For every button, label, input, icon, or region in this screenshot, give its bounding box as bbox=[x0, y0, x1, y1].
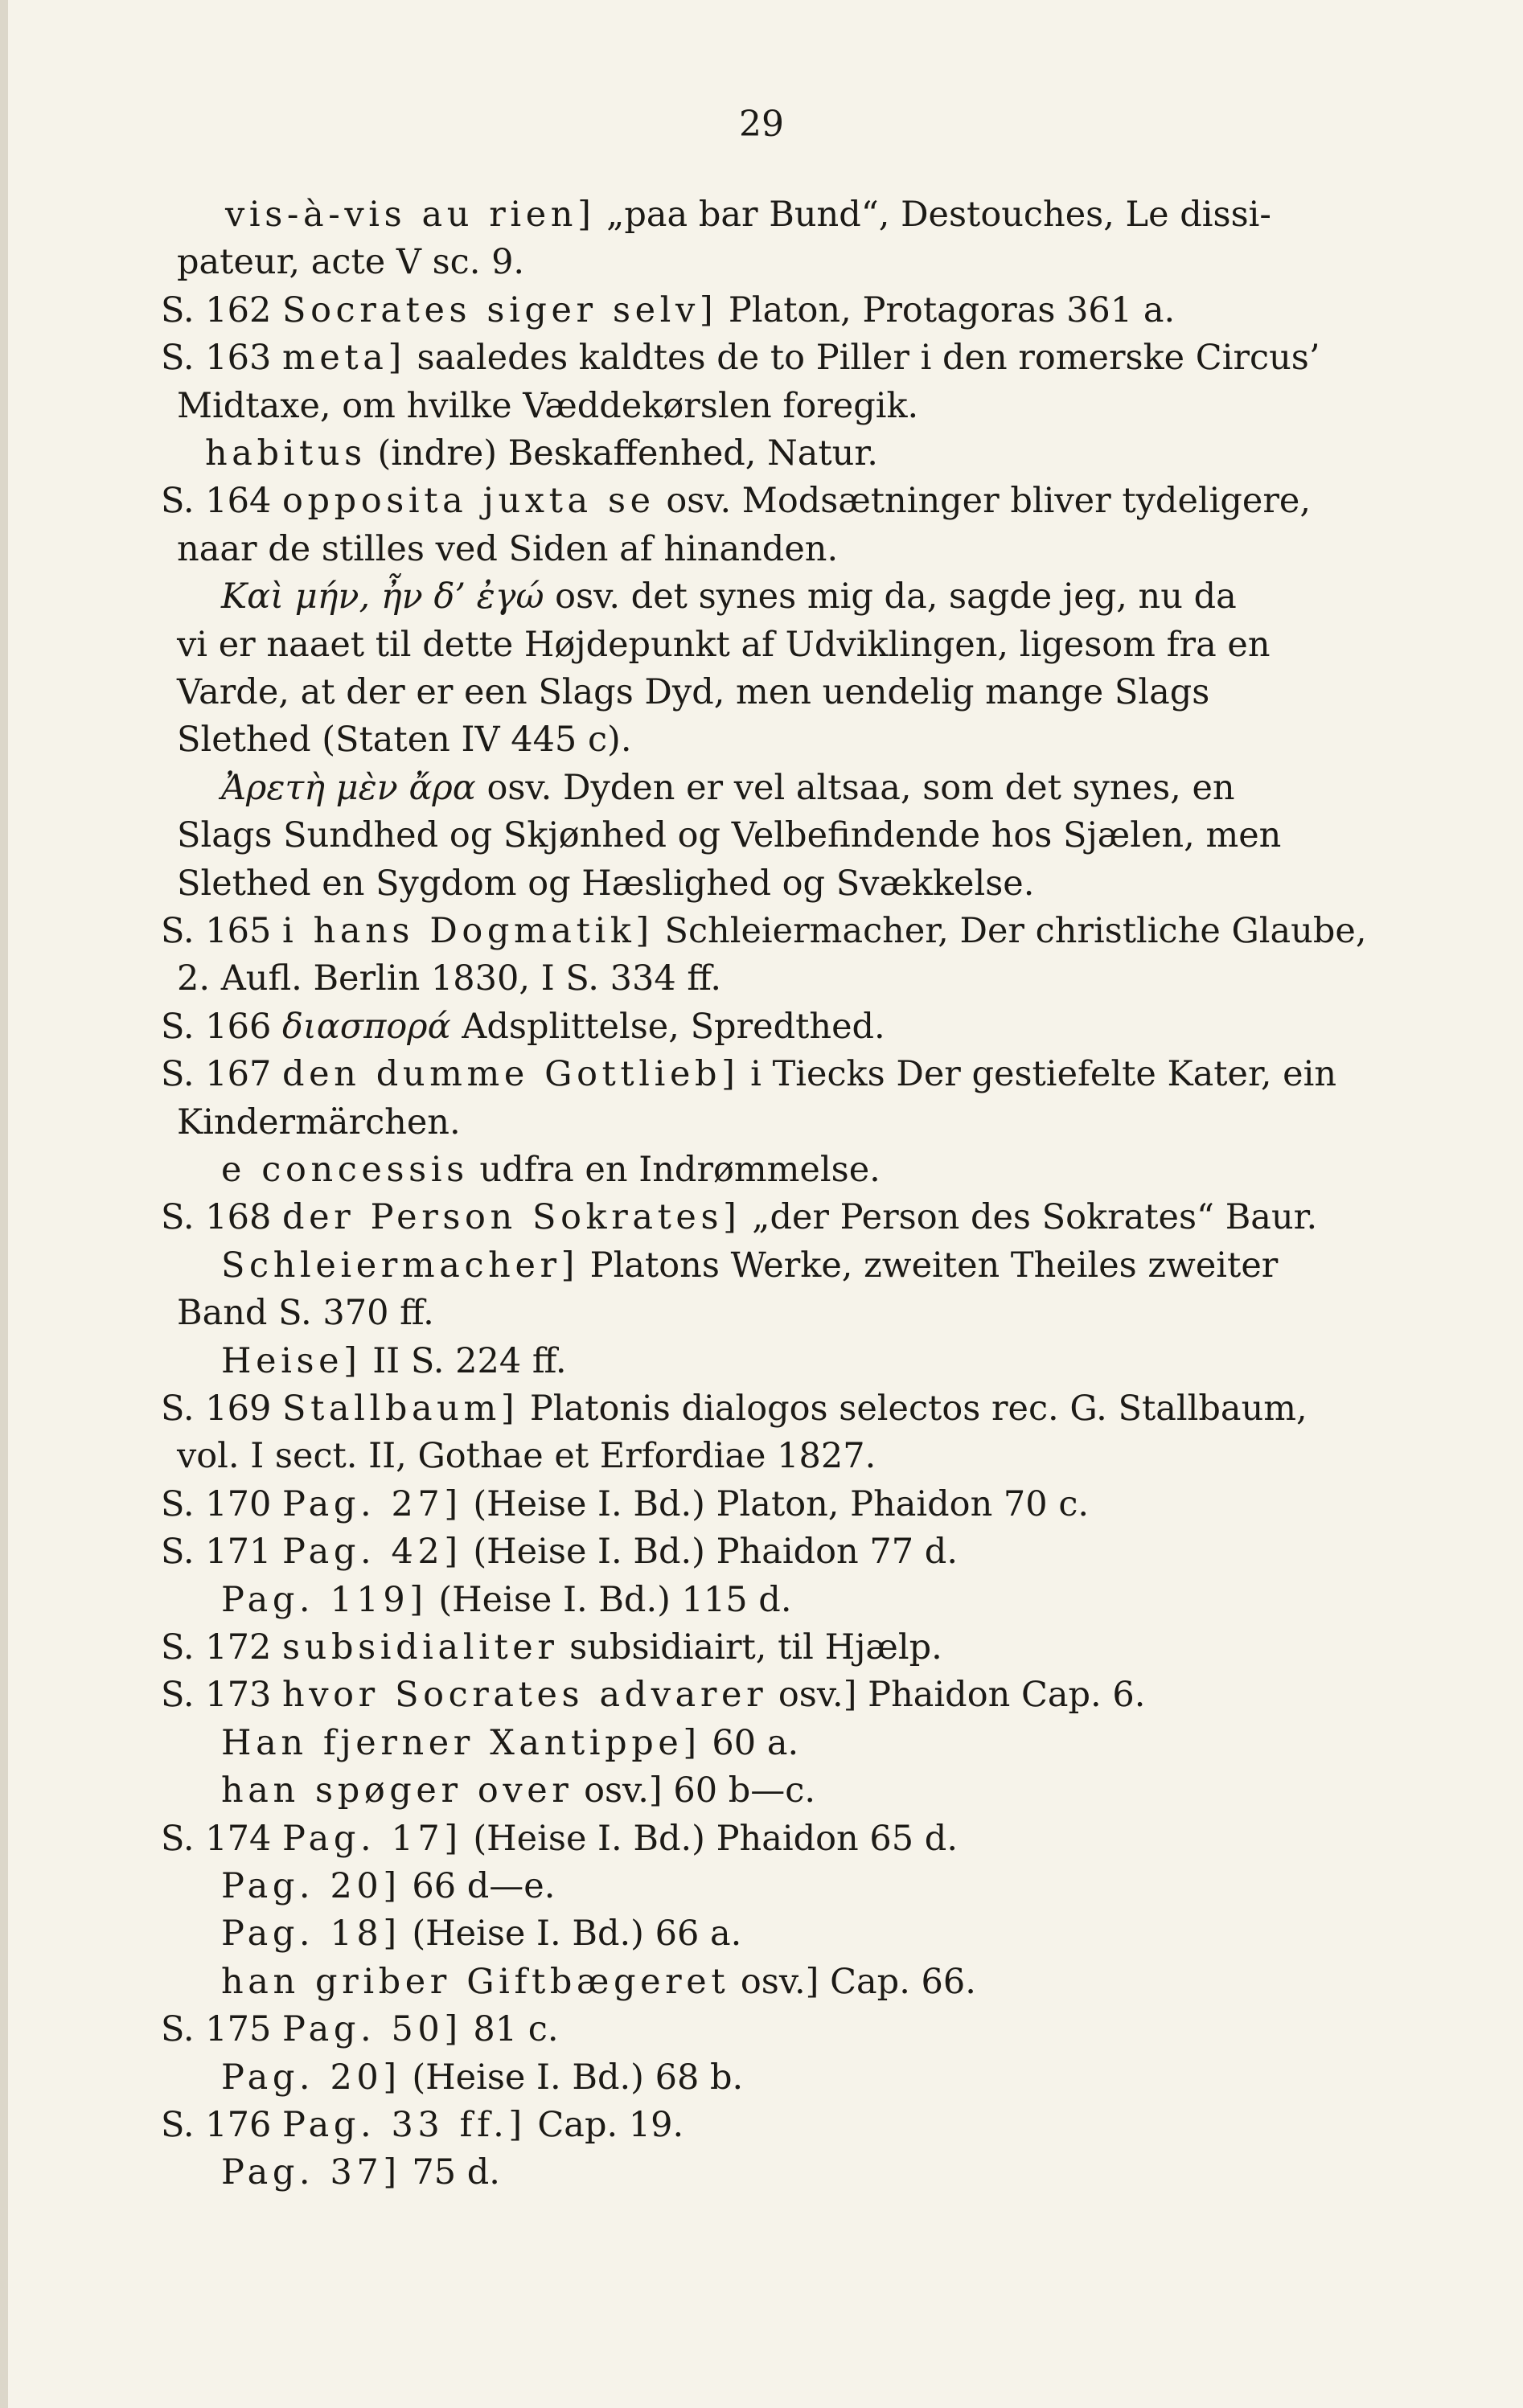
note-line bbox=[161, 1051, 1336, 1097]
line-text: S. 169 bbox=[161, 1389, 283, 1429]
page-number: 29 bbox=[739, 104, 784, 145]
line-text: S. 162 bbox=[161, 290, 283, 330]
note-line bbox=[177, 669, 1209, 716]
line-text: „paa bar Bund“, Destouches, Le dissi- bbox=[595, 195, 1271, 235]
line-text: S. 173 bbox=[161, 1675, 283, 1715]
line-text: S. 171 bbox=[161, 1532, 283, 1572]
line-text: S. 163 bbox=[161, 338, 283, 378]
line-text: 75 d. bbox=[400, 2152, 500, 2193]
note-line bbox=[177, 383, 918, 429]
lemma-text: Pag. 37] bbox=[221, 2152, 401, 2193]
note-line bbox=[161, 1624, 942, 1671]
note-line bbox=[221, 1863, 555, 1910]
note-line bbox=[161, 1815, 958, 1862]
line-text: S. 170 bbox=[161, 1484, 283, 1524]
line-text: Platon, Protagoras 361 a. bbox=[717, 290, 1176, 330]
line-text: udfra en Indrømmelse. bbox=[468, 1150, 881, 1190]
line-text: (indre) Beskaffenhed, Natur. bbox=[366, 433, 878, 474]
line-text: Platonis dialogos selectos rec. G. Stallbaum, bbox=[519, 1389, 1307, 1429]
lemma-text: Pag. 20] bbox=[221, 1866, 401, 1906]
line-text: S. 166 bbox=[161, 1007, 283, 1047]
line-text: S. 175 bbox=[161, 2009, 283, 2049]
greek-text: Καὶ μήν, ἦν δ’ ἐγώ bbox=[221, 576, 544, 617]
lemma-text: der Person Sokrates] bbox=[282, 1197, 741, 1237]
line-text: osv.] Cap. 66. bbox=[729, 1962, 976, 2002]
note-line bbox=[221, 573, 1237, 620]
line-text: osv.] 60 b—c. bbox=[573, 1770, 815, 1811]
greek-text: Ἀρετὴ μὲν ἄρα bbox=[221, 768, 476, 808]
line-text: vol. I sect. II, Gothae et Erfordiae 1827. bbox=[177, 1436, 876, 1476]
line-text: Cap. 19. bbox=[526, 2105, 684, 2145]
line-text: vi er naaet til dette Højdepunkt af Udviklingen, ligesom fra en bbox=[177, 625, 1271, 665]
line-text: „der Person des Sokrates“ Baur. bbox=[741, 1197, 1318, 1237]
line-text: S. 174 bbox=[161, 1819, 283, 1859]
note-line bbox=[177, 526, 838, 572]
line-text: 81 c. bbox=[462, 2009, 559, 2049]
line-text: Midtaxe, om hvilke Væddekørslen foregik. bbox=[177, 386, 919, 426]
note-line bbox=[221, 1720, 798, 1766]
lemma-text: vis-à-vis au rien] bbox=[225, 195, 596, 235]
note-line bbox=[161, 2102, 684, 2148]
line-text: S. 176 bbox=[161, 2105, 283, 2145]
lemma-text: meta] bbox=[282, 338, 406, 378]
greek-text: διασπορά bbox=[282, 1007, 451, 1047]
line-text: Slags Sundhed og Skjønhed og Velbefindende hos Sjælen, men bbox=[177, 815, 1282, 855]
lemma-text: Pag. 33 ff.] bbox=[282, 2105, 527, 2145]
lemma-text: Heise] bbox=[221, 1341, 362, 1381]
line-text: (Heise I. Bd.) 66 a. bbox=[400, 1914, 742, 1954]
lemma-text: Pag. 17] bbox=[282, 1819, 462, 1859]
lemma-text: Han fjerner Xantippe] bbox=[221, 1723, 701, 1763]
lemma-text: Pag. 119] bbox=[221, 1580, 428, 1620]
line-text: saaledes kaldtes de to Piller i den romerske Circus’ bbox=[405, 338, 1320, 378]
lemma-text: Socrates siger selv] bbox=[282, 290, 718, 330]
line-text: osv. Modsætninger bliver tydeligere, bbox=[655, 481, 1312, 521]
note-line bbox=[221, 1147, 881, 1193]
line-text: Band S. 370 ff. bbox=[177, 1293, 434, 1333]
lemma-text: e concessis bbox=[221, 1150, 469, 1190]
lemma-text: subsidialiter bbox=[282, 1627, 559, 1668]
note-line bbox=[221, 1767, 815, 1814]
note-line bbox=[221, 1242, 1278, 1289]
note-line bbox=[177, 239, 524, 285]
lemma-text: Stallbaum] bbox=[282, 1389, 519, 1429]
note-line bbox=[161, 478, 1311, 524]
lemma-text: hvor Socrates advarer bbox=[282, 1675, 768, 1715]
line-text: osv. det synes mig da, sagde jeg, nu da bbox=[544, 576, 1237, 617]
line-text: (Heise I. Bd.) 68 b. bbox=[400, 2057, 744, 2098]
lemma-text: han spøger over bbox=[221, 1770, 573, 1811]
line-text: S. 172 bbox=[161, 1627, 283, 1668]
note-line bbox=[177, 1099, 461, 1146]
note-line bbox=[221, 1338, 567, 1384]
line-text: Platons Werke, zweiten Theiles zweiter bbox=[579, 1245, 1279, 1286]
lemma-text: i hans Dogmatik] bbox=[282, 911, 654, 951]
lemma-text: Pag. 18] bbox=[221, 1914, 401, 1954]
note-line bbox=[225, 191, 1271, 238]
line-text: osv. Dyden er vel altsaa, som det synes, en bbox=[475, 768, 1235, 808]
note-line bbox=[161, 1481, 1089, 1528]
note-line bbox=[221, 1577, 792, 1623]
note-line bbox=[161, 2006, 559, 2053]
note-line bbox=[161, 287, 1175, 334]
note-line bbox=[221, 2054, 743, 2101]
line-text: i Tiecks Der gestiefelte Kater, ein bbox=[739, 1054, 1337, 1094]
page-edge bbox=[0, 0, 8, 2408]
line-text: Adsplittelse, Spredthed. bbox=[450, 1007, 885, 1047]
lemma-text: den dumme Gottlieb] bbox=[282, 1054, 740, 1094]
line-text: Slethed en Sygdom og Hæslighed og Svækkelse. bbox=[177, 864, 1035, 904]
note-line bbox=[177, 716, 632, 763]
line-text: naar de stilles ved Siden af hinanden. bbox=[177, 529, 839, 569]
note-line bbox=[161, 1672, 1145, 1718]
line-text: (Heise I. Bd.) 115 d. bbox=[427, 1580, 792, 1620]
line-text: Slethed (Staten IV 445 c). bbox=[177, 720, 632, 760]
line-text: II S. 224 ff. bbox=[361, 1341, 567, 1381]
lemma-text: Pag. 27] bbox=[282, 1484, 462, 1524]
line-text: Schleiermacher, Der christliche Glaube, bbox=[653, 911, 1367, 951]
lemma-text: opposita juxta se bbox=[282, 481, 655, 521]
note-line bbox=[177, 860, 1034, 907]
line-text: Kindermärchen. bbox=[177, 1102, 461, 1142]
note-line bbox=[177, 1290, 434, 1336]
line-text: 2. Aufl. Berlin 1830, I S. 334 ff. bbox=[177, 958, 722, 999]
line-text: S. 168 bbox=[161, 1197, 283, 1237]
note-line bbox=[221, 765, 1235, 811]
line-text: pateur, acte V sc. 9. bbox=[177, 242, 525, 282]
note-line bbox=[205, 430, 878, 477]
note-line bbox=[161, 1385, 1307, 1432]
line-text: 60 a. bbox=[700, 1723, 799, 1763]
note-line bbox=[161, 1003, 885, 1050]
lemma-text: habitus bbox=[205, 433, 367, 474]
note-line bbox=[161, 334, 1320, 381]
note-line bbox=[177, 1433, 876, 1479]
line-text: S. 164 bbox=[161, 481, 283, 521]
note-line bbox=[177, 621, 1271, 668]
note-line bbox=[161, 1528, 958, 1575]
line-text: (Heise I. Bd.) Platon, Phaidon 70 c. bbox=[462, 1484, 1090, 1524]
line-text: (Heise I. Bd.) Phaidon 65 d. bbox=[462, 1819, 958, 1859]
line-text: subsidiairt, til Hjælp. bbox=[558, 1627, 942, 1668]
lemma-text: Schleiermacher] bbox=[221, 1245, 580, 1286]
line-text: Varde, at der er een Slags Dyd, men uendelig mange Slags bbox=[177, 672, 1210, 712]
line-text: S. 167 bbox=[161, 1054, 283, 1094]
lemma-text: Pag. 50] bbox=[282, 2009, 462, 2049]
note-line bbox=[161, 1194, 1317, 1241]
line-text: osv.] Phaidon Cap. 6. bbox=[767, 1675, 1146, 1715]
note-line bbox=[221, 1959, 976, 2005]
note-line bbox=[177, 812, 1281, 859]
note-line bbox=[177, 955, 721, 1002]
note-line bbox=[221, 1910, 741, 1957]
note-line bbox=[221, 2149, 500, 2196]
lemma-text: han griber Giftbægeret bbox=[221, 1962, 730, 2002]
line-text: 66 d—e. bbox=[400, 1866, 556, 1906]
line-text: S. 165 bbox=[161, 911, 283, 951]
lemma-text: Pag. 20] bbox=[221, 2057, 401, 2098]
note-line bbox=[161, 908, 1367, 954]
lemma-text: Pag. 42] bbox=[282, 1532, 462, 1572]
line-text: (Heise I. Bd.) Phaidon 77 d. bbox=[462, 1532, 958, 1572]
